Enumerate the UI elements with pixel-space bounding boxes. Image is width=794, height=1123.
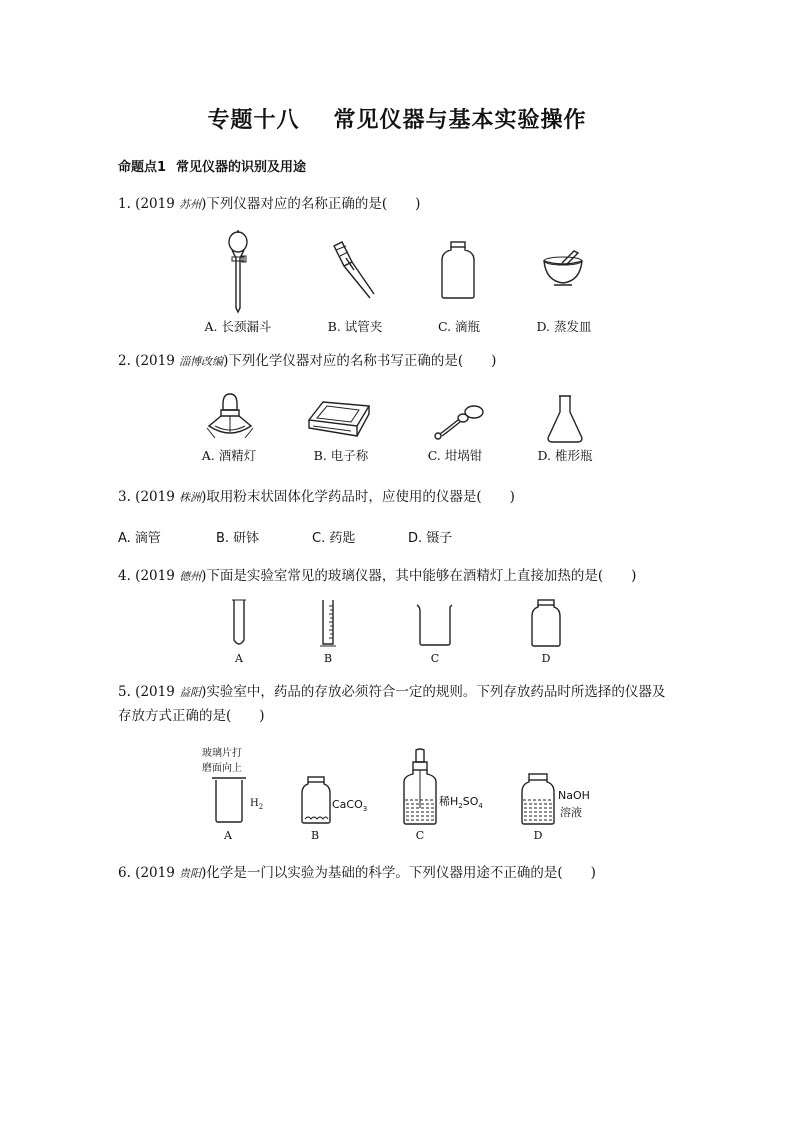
q2-caption-c: C. 坩埚钳 — [427, 448, 483, 463]
caco3-text: CaCO — [332, 798, 363, 811]
q1-caption-c: C. 滴瓶 — [437, 319, 481, 334]
crucible-tongs-figure — [430, 402, 486, 442]
naoh-label: NaOH — [558, 789, 590, 802]
section-heading — [118, 156, 306, 175]
acid-subscript-1: 2 — [458, 802, 463, 811]
acid-label — [439, 793, 483, 810]
q5-close: ) — [259, 708, 265, 724]
q3-option-a: A. 滴管 — [118, 531, 161, 546]
q5-caption-c: C — [415, 829, 425, 842]
q1-close: ) — [415, 196, 421, 212]
conical-flask-figure — [545, 394, 585, 444]
question-5 — [118, 681, 665, 704]
q2-num: 2. (2019 — [118, 353, 180, 369]
q5-source: 益阳 — [179, 686, 202, 699]
solution-label: 溶液 — [560, 806, 582, 819]
caco3-subscript: 3 — [362, 805, 368, 814]
q4-num: 4. (2019 — [118, 568, 180, 584]
q3-option-d: D. 镊子 — [408, 531, 453, 546]
page-title — [0, 103, 794, 134]
beaker-figure — [415, 603, 455, 647]
q5-text: )实验室中，药品的存放必须符合一定的规则。下列存放药品时所选择的仪器及 — [201, 684, 666, 700]
dropper-bottle-figure — [402, 748, 438, 826]
q6-text: )化学是一门以实验为基础的科学。下列仪器用途不正确的是( — [201, 865, 563, 881]
q3-option-b: B. 研钵 — [216, 531, 260, 546]
wide-mouth-bottle-figure — [530, 598, 562, 648]
q3-source: 株洲 — [179, 491, 202, 504]
q4-text: )下面是实验室常见的玻璃仪器，其中能够在酒精灯上直接加热的是( — [201, 568, 604, 584]
q6-source: 贵阳 — [179, 867, 202, 880]
long-neck-funnel-figure — [222, 228, 254, 312]
title-part2: 常见仪器与基本实验操作 — [333, 108, 587, 133]
q1-num: 1. (2019 — [118, 196, 180, 212]
q2-text: )下列化学仪器对应的名称书写正确的是( — [223, 353, 464, 369]
q1-caption-d: D. 蒸发皿 — [536, 319, 592, 334]
test-tube-clamp-figure — [330, 240, 376, 300]
q4-source: 德州 — [179, 570, 202, 583]
caco3-bottle-figure — [300, 775, 332, 825]
acid-text: 稀H — [439, 795, 459, 808]
q6-close: ) — [590, 865, 596, 881]
q6-num: 6. (2019 — [118, 865, 180, 881]
h2-subscript: 2 — [258, 803, 264, 811]
h2-text: H — [250, 798, 259, 809]
q5-line2: 存放方式正确的是( — [118, 708, 232, 724]
mortar-figure — [540, 249, 586, 289]
question-5-line2 — [118, 705, 265, 727]
q4-caption-c: C — [430, 652, 440, 665]
q2-close: ) — [491, 353, 497, 369]
alcohol-lamp-figure — [205, 392, 255, 442]
title-part1: 专题十八 — [207, 108, 300, 133]
naoh-bottle-figure — [520, 772, 556, 826]
q2-source: 淄博改编 — [179, 355, 224, 368]
q4-close: ) — [631, 568, 637, 584]
acid-subscript-2: 4 — [478, 802, 483, 811]
section-label: 命题点1 — [118, 160, 167, 175]
q2-caption-d: D. 椎形瓶 — [537, 448, 593, 463]
q1-source: 苏州 — [179, 198, 202, 211]
q4-caption-b: B — [323, 652, 333, 665]
q4-caption-a: A — [235, 652, 243, 665]
gas-jar-figure — [212, 776, 246, 824]
q3-text: )取用粉末状固体化学药品时，应使用的仪器是( — [201, 489, 482, 505]
q1-text: )下列仪器对应的名称正确的是( — [201, 196, 388, 212]
question-2 — [118, 350, 496, 373]
glass-plate-label-2: 磨面向上 — [202, 763, 242, 774]
q1-caption-a: A. 长颈漏斗 — [204, 319, 272, 334]
q5-caption-d: D — [533, 829, 543, 842]
test-tube-figure — [232, 598, 246, 648]
question-6 — [118, 862, 596, 885]
h2-label — [250, 798, 263, 811]
q3-close: ) — [509, 489, 515, 505]
section-text: 常见仪器的识别及用途 — [176, 160, 307, 175]
q5-caption-a: A — [224, 829, 232, 842]
q1-caption-b: B. 试管夹 — [327, 319, 383, 334]
q5-caption-b: B — [310, 829, 320, 842]
q3-num: 3. (2019 — [118, 489, 180, 505]
question-1 — [118, 193, 420, 216]
glass-plate-label-1: 玻璃片打 — [202, 748, 242, 759]
question-3 — [118, 486, 515, 509]
electronic-balance-figure — [307, 398, 371, 440]
q5-num: 5. (2019 — [118, 684, 180, 700]
question-4 — [118, 565, 636, 588]
acid-text-mid: SO — [462, 795, 479, 808]
q4-caption-d: D — [541, 652, 551, 665]
caco3-label — [332, 798, 367, 813]
q3-option-c: C. 药匙 — [312, 531, 356, 546]
q2-caption-b: B. 电子称 — [313, 448, 369, 463]
q2-caption-a: A. 酒精灯 — [201, 448, 257, 463]
graduated-cylinder-figure — [320, 598, 336, 648]
bottle-figure — [440, 240, 476, 300]
